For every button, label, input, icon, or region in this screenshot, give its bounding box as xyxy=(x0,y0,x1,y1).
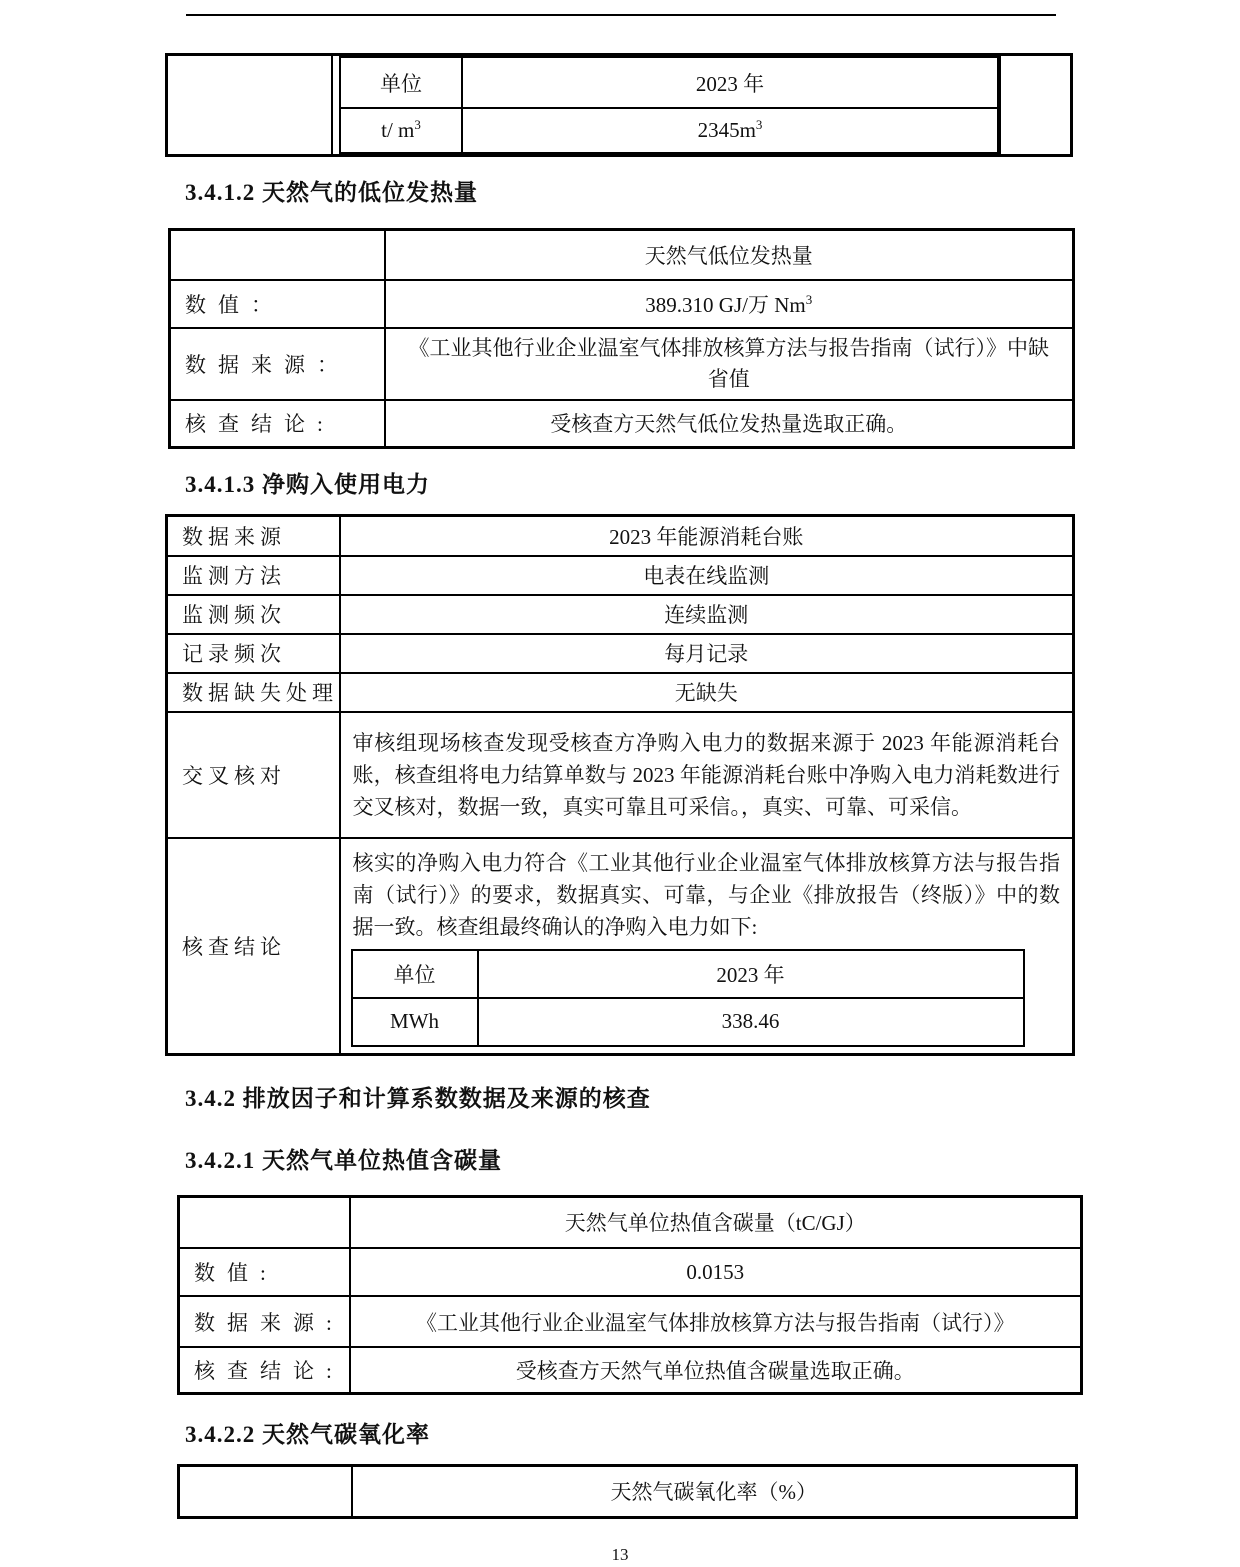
table-row xyxy=(340,57,998,108)
table-row xyxy=(167,712,1074,838)
row-label-cell: 核查结论 xyxy=(167,838,340,1055)
row-value-cell: 389.310 GJ/万 Nm$^3$ xyxy=(385,280,1074,328)
superscript: 3 xyxy=(805,291,813,307)
table-ng-lhv xyxy=(168,228,1075,449)
verification-conclusion-text: 核实的净购入电力符合《工业其他行业企业温室气体排放核算方法与报告指南（试行）》的要求，数据真实、可靠，与企业《排放报告（终版）》中的数据一致。核查组最终确认的净购入电力如下: xyxy=(352,850,1060,939)
row-label-cell: 监测频次 xyxy=(167,595,340,634)
table-row xyxy=(352,950,1024,998)
table-row xyxy=(167,595,1074,634)
table-row xyxy=(179,1196,1082,1248)
row-value-cell: 无缺失 xyxy=(340,673,1074,712)
row-label-cell: 数据缺失处理 xyxy=(167,673,340,712)
row-value-cell: 连续监测 xyxy=(340,595,1074,634)
table-row xyxy=(352,998,1024,1046)
row-label-cell: 数据来源: xyxy=(179,1296,350,1347)
carryover-table xyxy=(165,53,1073,157)
heading-3-4-1-2: 3.4.1.2 天然气的低位发热量 xyxy=(185,180,478,205)
row-value-cell: 0.0153 xyxy=(350,1248,1082,1296)
table-ng-oxidation-rate xyxy=(177,1464,1078,1519)
empty-cell xyxy=(170,230,385,280)
heading-3-4-2-1: 3.4.2.1 天然气单位热值含碳量 xyxy=(185,1147,502,1173)
row-value-cell: 每月记录 xyxy=(340,634,1074,673)
table-header-cell: 天然气低位发热量 xyxy=(385,230,1074,280)
row-label-cell: 记录频次 xyxy=(167,634,340,673)
page-number: 13 xyxy=(611,1544,629,1564)
table-header-cell: 天然气单位热值含碳量（tC/GJ） xyxy=(350,1196,1082,1248)
table-row xyxy=(167,516,1074,556)
row-value-cell: $2345m^3$ xyxy=(462,108,998,153)
row-label-cell: 数据来源： xyxy=(170,328,385,400)
table-header-cell: 天然气碳氧化率（%） xyxy=(352,1465,1077,1517)
row-value-cell: 审核组现场核查发现受核查方净购入电力的数据来源于 2023 年能源消耗台账，核查组将电力结算单数与 2023 年能源消耗台账中净购入电力消耗数进行交叉核对，数据一致，真实可靠且可采信。，真实、可靠、可采信。 xyxy=(340,712,1074,838)
superscript: 3 xyxy=(414,117,421,132)
row-label-cell: MWh xyxy=(352,998,478,1046)
row-label-cell: 交叉核对 xyxy=(167,712,340,838)
row-label-cell: 核查结论: xyxy=(179,1347,350,1393)
superscript: 3 xyxy=(755,117,763,132)
row-label-cell: 单位 xyxy=(352,950,478,998)
table-row xyxy=(179,1296,1082,1347)
heading-3-4-2: 3.4.2 排放因子和计算系数数据及来源的核查 xyxy=(185,1085,651,1111)
empty-cell xyxy=(179,1465,352,1517)
table-ng-carbon-content xyxy=(177,1195,1083,1395)
table-row xyxy=(340,108,998,153)
row-value-cell: 《工业其他行业企业温室气体排放核算方法与报告指南（试行）》 xyxy=(350,1296,1082,1347)
table-row xyxy=(167,838,1074,1055)
page-header-rule xyxy=(186,14,1056,16)
row-value-cell: 338.46 xyxy=(478,998,1024,1046)
empty-cell xyxy=(168,56,333,154)
row-value-cell: 2023 年 xyxy=(478,950,1024,998)
table-row xyxy=(179,1347,1082,1393)
row-label-cell: 数据来源 xyxy=(167,516,340,556)
row-label-cell: t/ $m^3$ xyxy=(340,108,462,153)
table-row xyxy=(179,1248,1082,1296)
table-row xyxy=(167,556,1074,595)
row-value-cell: 电表在线监测 xyxy=(340,556,1074,595)
row-label-cell: 监测方法 xyxy=(167,556,340,595)
empty-cell xyxy=(999,56,1070,154)
heading-3-4-1-3: 3.4.1.3 净购入使用电力 xyxy=(185,472,430,497)
row-label-cell: 数值: xyxy=(179,1248,350,1296)
nested-verification-table xyxy=(351,949,1025,1047)
row-label-cell: 核查结论: xyxy=(170,400,385,448)
row-value-cell: 受核查方天然气单位热值含碳量选取正确。 xyxy=(350,1347,1082,1393)
table-row xyxy=(167,673,1074,712)
row-label-cell: 数值： xyxy=(170,280,385,328)
table-row xyxy=(170,400,1074,448)
row-value-cell: 《工业其他行业企业温室气体排放核算方法与报告指南（试行）》中缺省值 xyxy=(385,328,1074,400)
table-row xyxy=(179,1465,1077,1517)
row-value-cell: 2023 年能源消耗台账 xyxy=(340,516,1074,556)
carryover-inner-table xyxy=(339,56,999,154)
row-value-cell xyxy=(340,838,1074,1055)
table-row xyxy=(170,230,1074,280)
table-net-electricity xyxy=(165,514,1075,1056)
table-row xyxy=(167,634,1074,673)
table-row xyxy=(170,280,1074,328)
row-label-cell: 单位 xyxy=(340,57,462,108)
row-value-cell: 受核查方天然气低位发热量选取正确。 xyxy=(385,400,1074,448)
row-value-cell: 2023 年 xyxy=(462,57,998,108)
heading-3-4-2-2: 3.4.2.2 天然气碳氧化率 xyxy=(185,1421,430,1447)
table-row xyxy=(170,328,1074,400)
empty-cell xyxy=(179,1196,350,1248)
